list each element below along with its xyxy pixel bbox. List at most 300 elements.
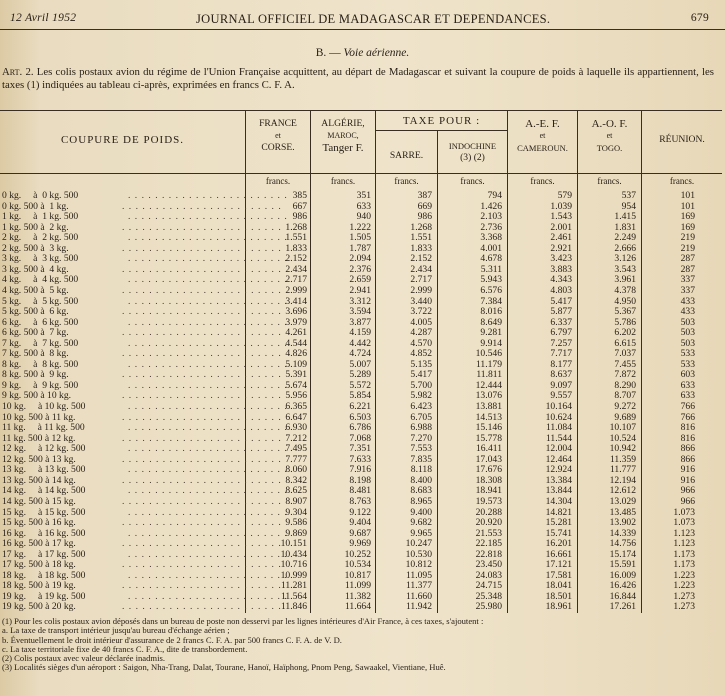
header-france-line3: CORSE.: [261, 142, 295, 153]
rate-cell: 433: [680, 295, 695, 307]
leader-dots: . . . . . . . . . . . . . . . . . . . . . . . .: [122, 474, 282, 486]
section-letter: B. —: [315, 47, 341, 59]
rate-cell: 16.661: [545, 548, 572, 560]
rates-table: [0, 110, 722, 613]
weight-range: 13 kg. 500 à 14 kg.: [2, 474, 76, 486]
rate-cell: 6.797: [550, 327, 572, 339]
rate-cell: 8.683: [410, 485, 432, 497]
rate-cell: 5.289: [349, 369, 371, 381]
rate-cell: 9.557: [550, 390, 572, 402]
rate-cell: 18.961: [545, 601, 572, 613]
rate-cell: 633: [680, 390, 695, 402]
table-header-rule: [0, 173, 722, 174]
rate-cell: 18.941: [475, 485, 502, 497]
rate-cell: 10.434: [280, 548, 307, 560]
leader-dots: . . . . . . . . . . . . . . . . . . . . . . . .: [128, 337, 288, 349]
rate-cell: 7.037: [614, 348, 636, 360]
header-france: [246, 118, 310, 154]
rate-cell: 11.359: [609, 453, 636, 465]
rate-cell: 10.247: [405, 538, 432, 550]
rate-cell: 633: [680, 379, 695, 391]
rate-cell: 7.495: [285, 443, 307, 455]
leader-dots: . . . . . . . . . . . . . . . . . . . . . . . .: [122, 327, 282, 339]
rate-cell: 1.833: [410, 242, 432, 254]
rate-cell: 2.717: [285, 274, 307, 286]
rate-cell: 1.039: [550, 200, 572, 212]
rate-cell: 10.107: [609, 422, 636, 434]
rate-cell: 1.223: [673, 580, 695, 592]
article-text: Les colis postaux avion du régime de l'Union Française acquittent, au départ de Madagascar et suivant la coupure de poids à laquelle ils appartiennent, les taxes (1) indiquées au tableau ci-après, exprimées en francs C. F. A.: [2, 66, 715, 91]
rate-cell: 8.637: [550, 369, 572, 381]
rate-cell: 794: [487, 190, 502, 201]
leader-dots: . . . . . . . . . . . . . . . . . . . . . . . .: [128, 590, 288, 602]
leader-dots: . . . . . . . . . . . . . . . . . . . . . . . .: [122, 221, 282, 233]
rate-cell: 12.464: [545, 453, 572, 465]
rate-cell: 9.122: [349, 506, 371, 518]
rate-cell: 1.073: [673, 517, 695, 529]
rate-cell: 5.982: [410, 390, 432, 402]
leader-dots: . . . . . . . . . . . . . . . . . . . . . . . .: [122, 453, 282, 465]
footnote-line: (2) Colis postaux avec valeur déclarée inadmis.: [2, 653, 165, 664]
rate-cell: 3.368: [480, 232, 502, 244]
rate-cell: 14.339: [609, 527, 636, 539]
rate-cell: 1.073: [673, 506, 695, 518]
weight-range: 16 kg. 500 à 17 kg.: [2, 538, 76, 550]
rate-cell: 351: [356, 190, 371, 201]
rate-cell: 1.173: [673, 548, 695, 560]
rate-cell: 5.417: [410, 369, 432, 381]
unit-sarre: francs.: [394, 176, 419, 186]
rate-cell: 13.384: [545, 474, 572, 486]
header-reunion: RÉUNION.: [659, 134, 705, 145]
rate-cell: 3.722: [410, 306, 432, 318]
rate-cell: 433: [680, 306, 695, 318]
rate-cell: 15.174: [609, 548, 636, 560]
rate-cell: 11.179: [475, 358, 502, 370]
rate-cell: 9.682: [410, 517, 432, 529]
rate-cell: 5.311: [480, 263, 502, 275]
rate-cell: 4.442: [349, 337, 371, 349]
rate-cell: 3.423: [550, 253, 572, 265]
rate-cell: 2.717: [410, 274, 432, 286]
rate-cell: 9.969: [349, 538, 371, 550]
rate-cell: 15.591: [609, 559, 636, 571]
leader-dots: . . . . . . . . . . . . . . . . . . . . . . . .: [122, 411, 282, 423]
rate-cell: 4.544: [285, 337, 307, 349]
rate-cell: 5.700: [410, 379, 432, 391]
rate-cell: 4.724: [349, 348, 371, 360]
unit-indochine: francs.: [460, 176, 485, 186]
weight-range: 12 kg. 500 à 13 kg.: [2, 453, 76, 465]
leader-dots: . . . . . . . . . . . . . . . . . . . . . . . .: [122, 559, 282, 571]
leader-dots: . . . . . . . . . . . . . . . . . . . . . . . .: [122, 432, 282, 444]
leader-dots: . . . . . . . . . . . . . . . . . . . . . . . .: [122, 369, 282, 381]
rate-cell: 954: [621, 200, 636, 212]
weight-range: 4 kg. 500 à 5 kg.: [2, 284, 69, 296]
rate-cell: 1.505: [349, 232, 371, 244]
rate-cell: 17.581: [545, 569, 572, 581]
rate-cell: 8.481: [349, 485, 371, 497]
rate-cell: 13.076: [475, 390, 502, 402]
rate-cell: 10.530: [405, 548, 432, 560]
rate-cell: 4.001: [480, 242, 502, 254]
rate-cell: 8.907: [285, 495, 307, 507]
rate-cell: 2.249: [614, 232, 636, 244]
rate-cell: 6.786: [349, 422, 371, 434]
rate-cell: 12.004: [545, 443, 572, 455]
rate-cell: 2.736: [480, 221, 502, 233]
rate-cell: 8.016: [480, 306, 502, 318]
leader-dots: . . . . . . . . . . . . . . . . . . . . . . . .: [122, 263, 282, 275]
table-top-rule: [0, 110, 722, 111]
leader-dots: . . . . . . . . . . . . . . . . . . . . . . . .: [122, 580, 282, 592]
header-france-line2: et: [275, 131, 281, 140]
rate-cell: 13.029: [609, 495, 636, 507]
rate-cell: 11.281: [280, 580, 307, 592]
rate-cell: 940: [356, 211, 371, 223]
rate-cell: 6.988: [410, 422, 432, 434]
rate-cell: 5.109: [285, 358, 307, 370]
rate-cell: 12.612: [609, 485, 636, 497]
weight-range: 10 kg. à 10 kg. 500: [2, 401, 86, 412]
rate-cell: 17.261: [609, 601, 636, 613]
rate-cell: 5.367: [614, 306, 636, 318]
rate-cell: 4.343: [550, 274, 572, 286]
unit-reunion: francs.: [669, 176, 695, 186]
rate-cell: 15.741: [545, 527, 572, 539]
rate-cell: 14.513: [475, 411, 502, 423]
rate-cell: 8.400: [410, 474, 432, 486]
header-aof-line2: et: [606, 131, 613, 140]
weight-range: 6 kg. à 6 kg. 500: [2, 316, 79, 328]
rate-cell: 1.551: [285, 232, 307, 244]
leader-dots: . . . . . . . . . . . . . . . . . . . . . . . .: [122, 601, 282, 613]
weight-range: 1 kg. à 1 kg. 500: [2, 211, 79, 223]
weight-range: 7 kg. à 7 kg. 500: [2, 337, 79, 349]
rate-cell: 7.872: [614, 369, 636, 381]
rate-cell: 5.854: [349, 390, 371, 402]
rate-cell: 11.564: [280, 590, 307, 602]
article-paragraph: [2, 66, 714, 92]
rate-cell: 4.159: [349, 327, 371, 339]
rate-cell: 15.778: [475, 432, 502, 444]
rate-cell: 387: [417, 190, 432, 201]
rate-cell: 7.633: [349, 453, 371, 465]
header-sarre: SARRE.: [389, 150, 424, 161]
leader-dots: . . . . . . . . . . . . . . . . . . . . . . . .: [128, 485, 288, 497]
weight-range: 9 kg. à 9 kg. 500: [2, 379, 79, 391]
rate-cell: 986: [417, 211, 432, 223]
rate-cell: 1.415: [614, 211, 636, 223]
weight-range: 5 kg. 500 à 6 kg.: [2, 306, 69, 318]
rate-cell: 2.152: [285, 253, 307, 265]
rate-cell: 1.222: [349, 221, 371, 233]
rate-cell: 337: [680, 284, 695, 296]
rate-cell: 8.290: [614, 379, 636, 391]
leader-dots: . . . . . . . . . . . . . . . . . . . . . . . .: [128, 253, 288, 265]
rate-cell: 7.553: [410, 443, 432, 455]
rate-cell: 1.426: [480, 200, 502, 212]
footnote-line: c. La taxe territoriale fixe de 40 francs C. F. A., dite de transbordement.: [2, 643, 248, 654]
rate-cell: 11.942: [405, 601, 432, 613]
unit-aof: francs.: [597, 176, 622, 186]
rate-cell: 10.716: [280, 559, 307, 571]
rate-cell: 4.852: [410, 348, 432, 360]
weight-range: 4 kg. à 4 kg. 500: [2, 274, 79, 286]
rate-cell: 5.007: [349, 358, 371, 370]
rate-cell: 533: [680, 358, 695, 370]
rate-cell: 24.083: [475, 569, 502, 581]
rate-cell: 17.043: [475, 453, 502, 465]
rate-cell: 3.877: [349, 316, 371, 328]
rate-cell: 4.950: [614, 295, 636, 307]
rate-cell: 219: [680, 232, 695, 244]
rate-cell: 7.717: [550, 348, 572, 360]
rate-cell: 533: [680, 348, 695, 360]
rate-cell: 9.914: [480, 337, 502, 349]
header-aof: [578, 118, 641, 154]
rate-cell: 667: [292, 200, 307, 212]
rate-cell: 3.979: [285, 316, 307, 328]
rate-cell: 2.659: [349, 274, 371, 286]
leader-dots: . . . . . . . . . . . . . . . . . . . . . . . .: [128, 190, 288, 201]
rate-cell: 3.126: [614, 253, 636, 265]
unit-aef: francs.: [530, 176, 555, 186]
rate-cell: 14.821: [545, 506, 572, 518]
rate-cell: 16.201: [545, 538, 572, 550]
rate-cell: 6.423: [410, 401, 432, 412]
issue-date: 12 Avril 1952: [10, 12, 77, 24]
rate-cell: 966: [680, 485, 695, 497]
rate-cell: 4.261: [285, 327, 307, 339]
rate-cell: 1.268: [285, 221, 307, 233]
weight-range: 10 kg. 500 à 11 kg.: [2, 411, 76, 423]
rate-cell: 9.400: [410, 506, 432, 518]
rate-cell: 19.573: [475, 495, 502, 507]
rate-cell: 1.831: [614, 221, 636, 233]
weight-range: 7 kg. 500 à 8 kg.: [2, 348, 69, 360]
rate-cell: 5.877: [550, 306, 572, 318]
rate-cell: 6.337: [550, 316, 572, 328]
leader-dots: . . . . . . . . . . . . . . . . . . . . . . . .: [128, 548, 288, 560]
leader-dots: . . . . . . . . . . . . . . . . . . . . . . . .: [122, 284, 282, 296]
rate-cell: 4.826: [285, 348, 307, 360]
rate-cell: 3.440: [410, 295, 432, 307]
rate-cell: 14.756: [609, 538, 636, 550]
leader-dots: . . . . . . . . . . . . . . . . . . . . . . . .: [128, 443, 288, 455]
header-algerie-line2: MAROC,: [327, 131, 359, 140]
rate-cell: 287: [680, 253, 695, 265]
rate-cell: 3.414: [285, 295, 307, 307]
rate-cell: 2.434: [410, 263, 432, 275]
rate-cell: 603: [680, 369, 695, 381]
rate-cell: 4.287: [410, 327, 432, 339]
section-heading: [0, 47, 725, 59]
rate-cell: 9.272: [614, 401, 636, 412]
weight-range: 3 kg. 500 à 4 kg.: [2, 263, 69, 275]
rate-cell: 8.177: [550, 358, 572, 370]
rate-cell: 8.763: [349, 495, 371, 507]
rate-cell: 4.005: [410, 316, 432, 328]
rate-cell: 537: [621, 190, 636, 201]
rate-cell: 12.444: [475, 379, 502, 391]
weight-range: 6 kg. 500 à 7 kg.: [2, 327, 69, 339]
rate-cell: 15.146: [475, 422, 502, 434]
rate-cell: 866: [680, 453, 695, 465]
rate-cell: 9.869: [285, 527, 307, 539]
rate-cell: 6.930: [285, 422, 307, 434]
rate-cell: 3.961: [614, 274, 636, 286]
rate-cell: 10.151: [280, 538, 307, 550]
weight-range: 0 kg. 500 à 1 kg.: [2, 200, 69, 212]
rate-cell: 9.281: [480, 327, 502, 339]
rate-cell: 1.223: [673, 569, 695, 581]
rate-cell: 1.173: [673, 559, 695, 571]
rate-cell: 17.121: [545, 559, 572, 571]
rate-cell: 9.689: [614, 411, 636, 423]
leader-dots: . . . . . . . . . . . . . . . . . . . . . . . .: [128, 232, 288, 244]
rate-cell: 10.999: [280, 569, 307, 581]
rate-cell: 503: [680, 316, 695, 328]
rate-cell: 7.351: [349, 443, 371, 455]
header-algerie: [311, 118, 375, 154]
leader-dots: . . . . . . . . . . . . . . . . . . . . . . . .: [128, 422, 288, 434]
rate-cell: 2.001: [550, 221, 572, 233]
leader-dots: . . . . . . . . . . . . . . . . . . . . . . . .: [128, 464, 288, 476]
rate-cell: 11.377: [405, 580, 432, 592]
weight-range: 11 kg. 500 à 12 kg.: [2, 432, 76, 444]
rate-cell: 169: [680, 221, 695, 233]
rate-cell: 10.252: [344, 548, 371, 560]
rate-cell: 766: [680, 401, 695, 412]
rate-cell: 23.450: [475, 559, 502, 571]
rate-cell: 5.786: [614, 316, 636, 328]
weight-range: 0 kg. à 0 kg. 500: [2, 190, 79, 201]
rate-cell: 8.965: [410, 495, 432, 507]
header-algerie-line3: Tanger F.: [322, 142, 364, 154]
rate-cell: 4.378: [614, 284, 636, 296]
rate-cell: 21.553: [475, 527, 502, 539]
weight-range: 17 kg. 500 à 18 kg.: [2, 559, 76, 571]
rate-cell: 579: [557, 190, 572, 201]
rate-cell: 8.707: [614, 390, 636, 402]
rate-cell: 5.135: [410, 358, 432, 370]
rate-cell: 2.434: [285, 263, 307, 275]
header-taxe-pour: TAXE POUR :: [402, 115, 481, 127]
weight-range: 18 kg. 500 à 19 kg.: [2, 580, 76, 592]
rate-cell: 3.594: [349, 306, 371, 318]
rate-cell: 3.312: [349, 295, 371, 307]
rate-cell: 4.803: [550, 284, 572, 296]
leader-dots: . . . . . . . . . . . . . . . . . . . . . . . .: [128, 569, 288, 581]
rate-cell: 1.273: [673, 590, 695, 602]
leader-dots: . . . . . . . . . . . . . . . . . . . . . . . .: [128, 401, 288, 412]
weight-range: 8 kg. à 8 kg. 500: [2, 358, 79, 370]
rate-cell: 11.811: [476, 369, 502, 381]
rate-cell: 11.777: [609, 464, 636, 476]
rate-cell: 7.777: [285, 453, 307, 465]
rate-cell: 9.404: [349, 517, 371, 529]
header-aef-line2: et: [539, 131, 546, 140]
leader-dots: . . . . . . . . . . . . . . . . . . . . . . . .: [122, 538, 282, 550]
rate-cell: 10.942: [609, 443, 636, 455]
rate-cell: 2.999: [410, 284, 432, 296]
rate-cell: 1.787: [349, 242, 371, 254]
rate-cell: 816: [680, 432, 695, 444]
rate-cell: 17.676: [475, 464, 502, 476]
rate-cell: 2.941: [349, 284, 371, 296]
rate-cell: 10.164: [545, 401, 572, 412]
rate-cell: 10.812: [405, 559, 432, 571]
rate-cell: 13.902: [609, 517, 636, 529]
rate-cell: 10.546: [475, 348, 502, 360]
rate-cell: 7.068: [349, 432, 371, 444]
rate-cell: 816: [680, 422, 695, 434]
footnote-line: b. Éventuellement le droit intérieur d'assurance de 2 francs C. F. A. par 500 francs C. F. A. de V. D.: [2, 634, 342, 645]
rate-cell: 7.455: [614, 358, 636, 370]
weight-range: 2 kg. 500 à 3 kg.: [2, 242, 69, 254]
leader-dots: . . . . . . . . . . . . . . . . . . . . . . . .: [122, 306, 282, 318]
rate-cell: 966: [680, 495, 695, 507]
weight-range: 15 kg. à 15 kg. 500: [2, 506, 86, 518]
rate-cell: 4.678: [480, 253, 502, 265]
rate-cell: 3.543: [614, 263, 636, 275]
rate-cell: 8.649: [480, 316, 502, 328]
leader-dots: . . . . . . . . . . . . . . . . . . . . . . . .: [128, 379, 288, 391]
journal-title: JOURNAL OFFICIEL DE MADAGASCAR ET DEPENDANCES.: [196, 12, 551, 26]
weight-range: 16 kg. à 16 kg. 500: [2, 527, 86, 539]
rate-cell: 9.965: [410, 527, 432, 539]
rate-cell: 2.103: [480, 211, 502, 223]
rate-cell: 8.198: [349, 474, 371, 486]
rate-cell: 11.664: [344, 601, 371, 613]
weight-range: 1 kg. 500 à 2 kg.: [2, 221, 69, 233]
rate-cell: 11.382: [344, 590, 371, 602]
rate-cell: 6.705: [410, 411, 432, 423]
rate-cell: 13.485: [609, 506, 636, 518]
rate-cell: 16.411: [475, 443, 502, 455]
article-lead: Art. 2.: [2, 66, 34, 78]
footnote-line: a. La taxe de transport intérieur jusqu'au bureau d'échange aérien ;: [2, 625, 230, 636]
rate-cell: 6.202: [614, 327, 636, 339]
rate-cell: 16.844: [609, 590, 636, 602]
header-aef-line3: CAMEROUN.: [517, 143, 568, 153]
rate-cell: 916: [680, 464, 695, 476]
rate-cell: 219: [680, 242, 695, 254]
leader-dots: . . . . . . . . . . . . . . . . . . . . . . . .: [128, 506, 288, 518]
header-aof-line3: TOGO.: [596, 143, 623, 153]
weight-range: 11 kg. à 11 kg. 500: [2, 422, 85, 434]
rate-cell: 11.660: [405, 590, 432, 602]
rate-cell: 7.835: [410, 453, 432, 465]
weight-range: 15 kg. 500 à 16 kg.: [2, 517, 76, 529]
rate-cell: 2.376: [349, 263, 371, 275]
rate-cell: 337: [680, 274, 695, 286]
rate-cell: 8.342: [285, 474, 307, 486]
leader-dots: . . . . . . . . . . . . . . . . . . . . . . . .: [128, 316, 288, 328]
rate-cell: 9.304: [285, 506, 307, 518]
rate-cell: 2.094: [349, 253, 371, 265]
rate-cell: 6.503: [349, 411, 371, 423]
leader-dots: . . . . . . . . . . . . . . . . . . . . . . . .: [122, 348, 282, 360]
rate-cell: 18.308: [475, 474, 502, 486]
rate-cell: 10.534: [344, 559, 371, 571]
rate-cell: 2.666: [614, 242, 636, 254]
rate-cell: 503: [680, 327, 695, 339]
weight-range: 17 kg. à 17 kg. 500: [2, 548, 86, 560]
header-indochine: [438, 140, 507, 164]
rate-cell: 9.687: [349, 527, 371, 539]
